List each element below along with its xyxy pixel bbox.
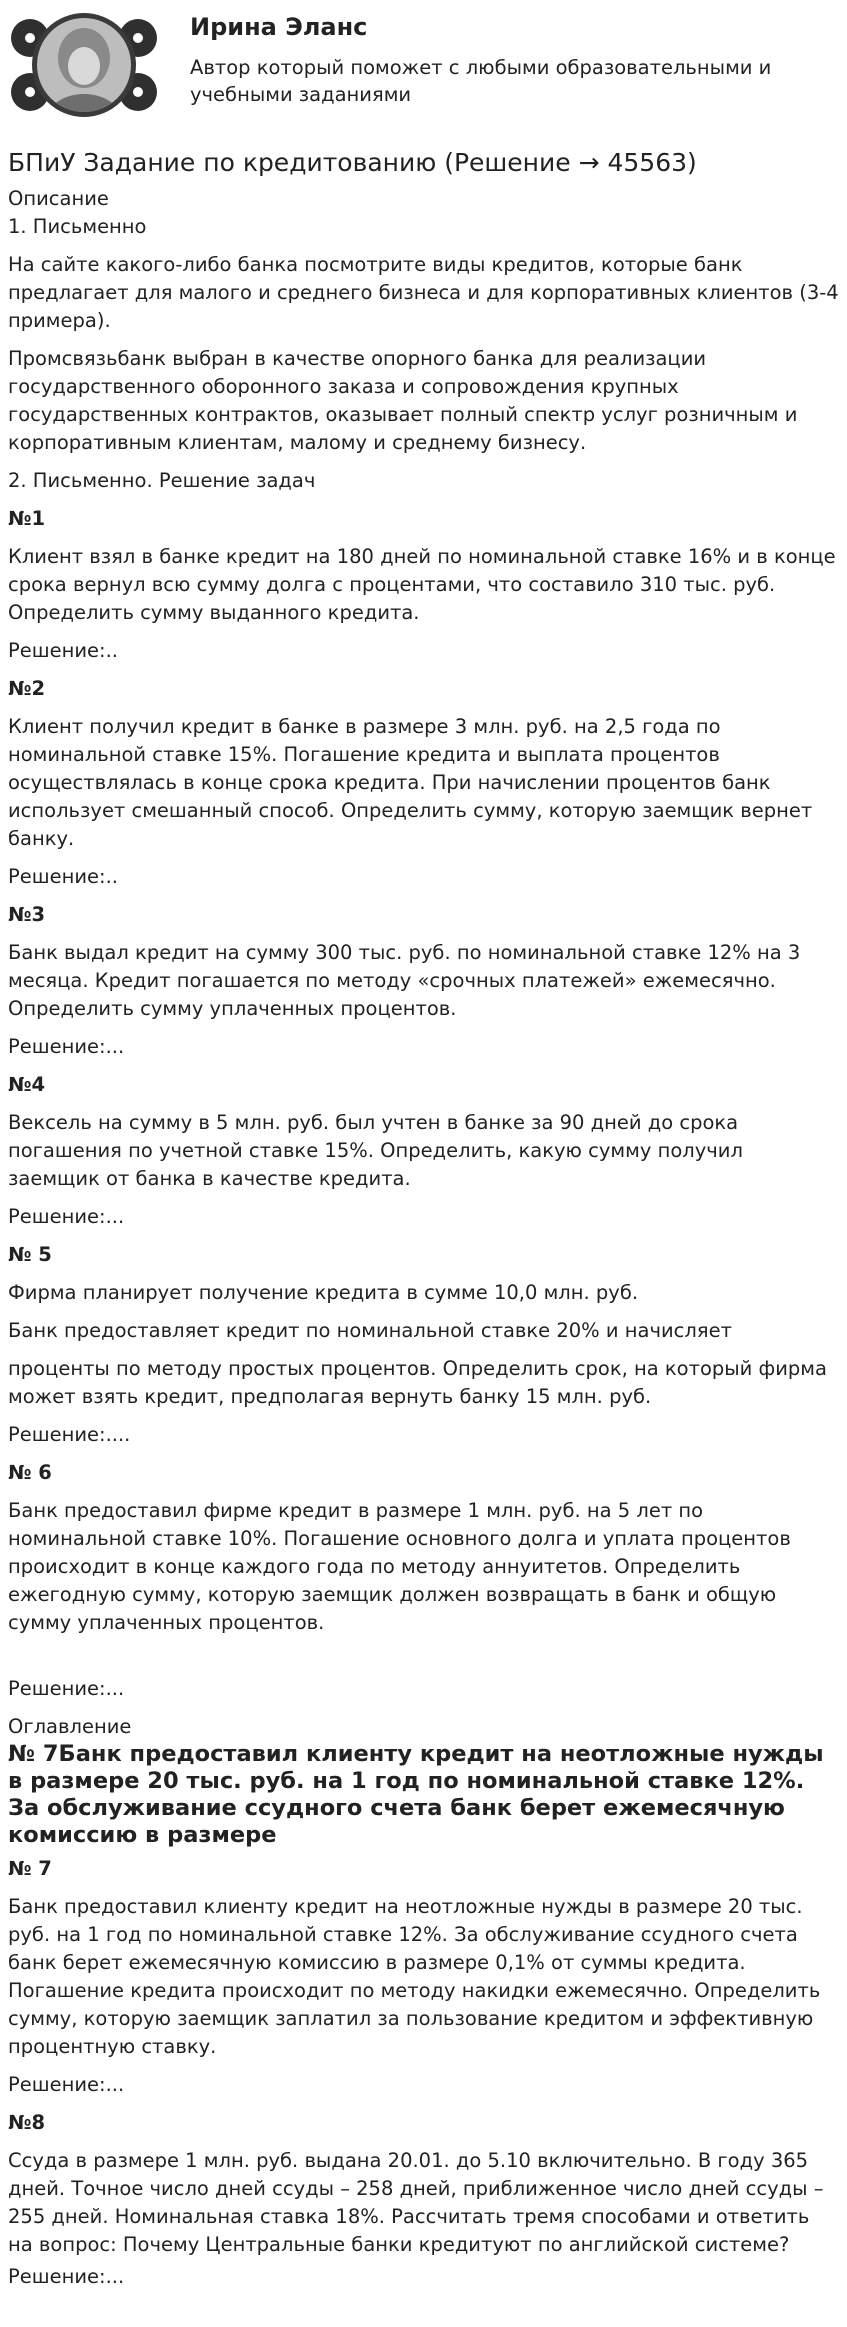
toc-heading[interactable]: № 7Банк предоставил клиенту кредит на неотложные нужды в размере 20 тыс. руб. на 1 год по номинальной ставке 12%. За обслуживание ссудного счета банк берет ежемесячную комиссию в размере: [8, 1741, 824, 1848]
description-label: Описание: [8, 187, 109, 210]
task-8-number: №8: [8, 2111, 46, 2134]
task-4-solution: Решение:...: [8, 1205, 125, 1228]
task-5-text-1: Фирма планирует получение кредита в сумме 10,0 млн. руб.: [8, 1281, 639, 1304]
task-2-solution: Решение:..: [8, 865, 118, 888]
task-1-solution: Решение:..: [8, 639, 118, 662]
task-1-number: №1: [8, 507, 46, 530]
task-6-number: № 6: [8, 1461, 52, 1484]
task-7-number: № 7: [8, 1857, 52, 1880]
toc-label: Оглавление: [8, 1715, 132, 1738]
page-title: БПиУ Задание по кредитованию (Решение → 45563): [8, 148, 697, 177]
task-3-number: №3: [8, 903, 46, 926]
spacer: [8, 1647, 839, 1675]
task-5-solution: Решение:....: [8, 1423, 131, 1446]
task-6-solution: Решение:...: [8, 1677, 125, 1700]
task-2-text: Клиент получил кредит в банке в размере 3 млн. руб. на 2,5 года по номинальной ставке 15%. Погашение кредита и выплата процентов осуществлялась в конце срока кредита. При начислении процентов банк использует смешанный способ. Определить сумму, которую заемщик вернет банку.: [8, 715, 813, 850]
task-5-text-2: Банк предоставляет кредит по номинальной ставке 20% и начисляет: [8, 1319, 732, 1342]
task-5-text-3: проценты по методу простых процентов. Определить срок, на который фирма может взять кредит, предполагая вернуть банку 15 млн. руб.: [8, 1357, 827, 1408]
author-description: Автор который поможет с любыми образовательными и учебными заданиями: [190, 56, 772, 106]
task-3-text: Банк выдал кредит на сумму 300 тыс. руб. по номинальной ставке 12% на 3 месяца. Кредит погашается по методу «срочных платежей» ежемесячно. Определить сумму уплаченных процентов.: [8, 941, 801, 1020]
paragraph-2: Промсвязьбанк выбран в качестве опорного банка для реализации государственного оборонного заказа и сопровождения крупных государственных контрактов, оказывает полный спектр услуг розничным и корпоративным клиентам, малому и среднему бизнесу.: [8, 347, 798, 454]
task-6-text: Банк предоставил фирме кредит в размере 1 млн. руб. на 5 лет по номинальной ставке 10%. Погашение основного долга и уплата процентов происходит в конце каждого года по методу аннуитетов. Определить ежегодную сумму, которую заемщик должен возвращать в банк и общую сумму уплаченных процентов.: [8, 1499, 791, 1634]
section-2-heading: 2. Письменно. Решение задач: [8, 469, 316, 492]
task-7-solution: Решение:...: [8, 2073, 125, 2096]
author-info: [190, 8, 790, 108]
task-3-solution: Решение:...: [8, 1035, 125, 1058]
task-5-number: № 5: [8, 1243, 52, 1266]
task-4-number: №4: [8, 1073, 46, 1096]
task-2-number: №2: [8, 677, 46, 700]
task-4-text: Вексель на сумму в 5 млн. руб. был учтен в банке за 90 дней до срока погашения по учетной ставке 15%. Определить, какую сумму получил заемщик от банка в качестве кредита.: [8, 1111, 743, 1190]
task-8-solution: Решение:...: [8, 2265, 125, 2288]
author-avatar: [8, 8, 160, 122]
task-1-text: Клиент взял в банке кредит на 180 дней по номинальной ставке 16% и в конце срока вернул всю сумму долга с процентами, что составило 310 тыс. руб. Определить сумму выданного кредита.: [8, 545, 836, 624]
document-body: [0, 147, 847, 2291]
section-1-heading: 1. Письменно: [8, 215, 147, 238]
author-name[interactable]: Ирина Эланс: [190, 13, 368, 41]
paragraph-1: На сайте какого-либо банка посмотрите виды кредитов, которые банк предлагает для малого и среднего бизнеса и для корпоративных клиентов (3-4 примера).: [8, 253, 839, 332]
author-card: [0, 0, 847, 125]
task-8-text: Ссуда в размере 1 млн. руб. выдана 20.01. до 5.10 включительно. В году 365 дней. Точное число дней ссуды – 258 дней, приближенное число дней ссуды – 255 дней. Номинальная ставка 18%. Рассчитать тремя способами и ответить на вопрос: Почему Центральные банки кредитуют по английской системе?: [8, 2149, 824, 2256]
task-7-text: Банк предоставил клиенту кредит на неотложные нужды в размере 20 тыс. руб. на 1 год по номинальной ставке 12%. За обслуживание ссудного счета банк берет ежемесячную комиссию в размере 0,1% от суммы кредита. Погашение кредита происходит по методу накидки ежемесячно. Определить сумму, которую заемщик заплатил за пользование кредитом и эффективную процентную ставку.: [8, 1895, 821, 2058]
